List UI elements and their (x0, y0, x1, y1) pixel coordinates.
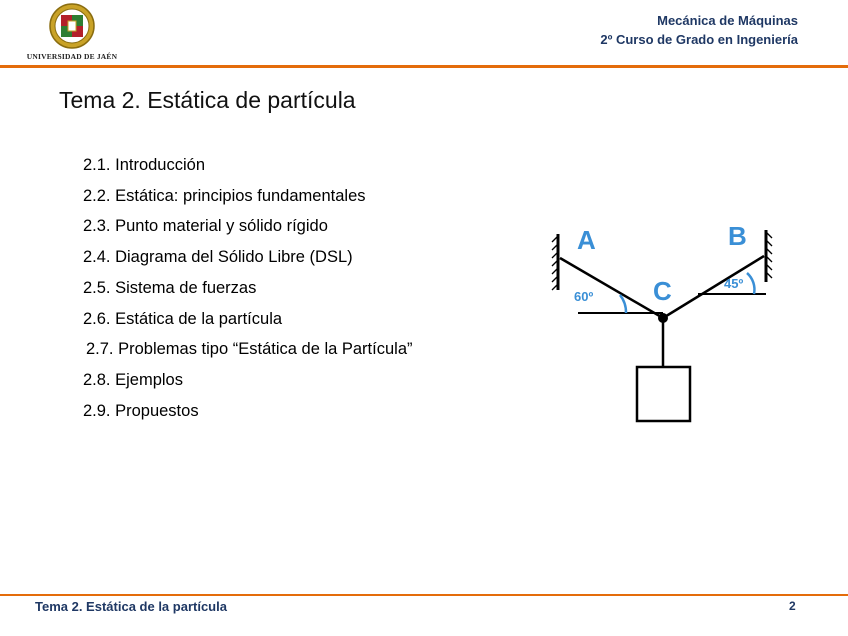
slide-title: Tema 2. Estática de partícula (59, 87, 356, 113)
table-of-contents (83, 150, 413, 426)
statics-diagram (548, 218, 780, 430)
label-c: C (653, 276, 672, 306)
toc-item: 2.1. Introducción (83, 156, 205, 174)
cable-bc (663, 256, 764, 318)
toc-item: 2.3. Punto material y sólido rígido (83, 217, 328, 236)
toc-item: 2.6. Estática de la partícula (83, 309, 283, 328)
angle-label-45: 45º (724, 276, 744, 291)
page-number: 2 (789, 599, 796, 613)
toc-item: 2.4. Diagrama del Sólido Libre (DSL) (83, 248, 353, 267)
logo-caption: UNIVERSIDAD DE JAÉN (26, 52, 118, 61)
footer-title: Tema 2. Estática de la partícula (35, 599, 227, 614)
header-rule (0, 65, 848, 68)
course-level: 2º Curso de Grado en Ingeniería (600, 32, 798, 47)
joint-c (658, 313, 668, 323)
angle-label-60: 60º (574, 289, 594, 304)
label-a: A (577, 225, 596, 255)
university-logo (22, 2, 122, 66)
course-info (600, 11, 798, 49)
toc-item: 2.8. Ejemplos (83, 370, 183, 389)
course-name: Mecánica de Máquinas (657, 13, 798, 28)
toc-item: 2.9. Propuestos (83, 401, 199, 420)
hanging-block (637, 367, 690, 421)
toc-item: 2.7. Problemas tipo “Estática de la Partícula” (86, 340, 413, 359)
toc-item: 2.5. Sistema de fuerzas (83, 278, 257, 297)
angle-arc-45 (747, 273, 754, 294)
cable-diagram (548, 218, 780, 430)
cable-ac (560, 258, 663, 318)
footer-rule (0, 594, 848, 596)
toc-item: 2.2. Estática: principios fundamentales (83, 186, 366, 205)
label-b: B (728, 221, 747, 251)
angle-arc-60 (620, 295, 626, 313)
university-seal-icon (22, 2, 122, 52)
